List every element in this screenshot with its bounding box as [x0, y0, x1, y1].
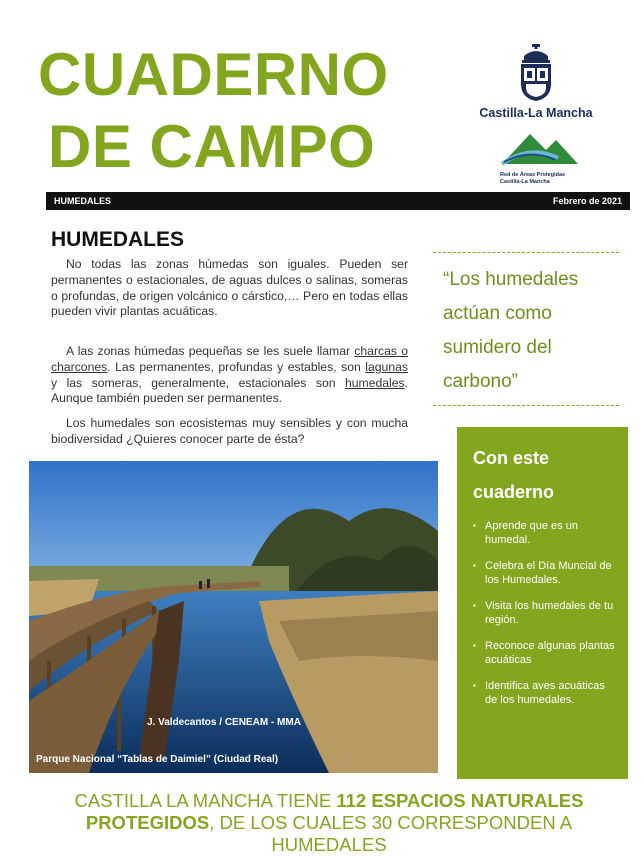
footer-statement — [40, 790, 618, 856]
pull-quote — [433, 252, 619, 406]
issue-date: Febrero de 2021 — [552, 196, 622, 206]
goals-list — [473, 519, 618, 707]
list-item: ▪ Reconoce algunas plantas acuáticas — [473, 639, 618, 667]
p1-text: No todas las zonas húmedas son iguales. Pueden ser permanentes o estacionales, de aguas dulces o salinas, someras o profundas, de origen volcánico o cárstico,… Pero en todas ellas pueden vivir plantas acuáticas. — [51, 257, 408, 319]
footer-text-c: , DE LOS CUALES 30 CORRESPONDEN A HUMEDALES — [209, 812, 573, 855]
goals-title: Con este cuaderno — [473, 448, 555, 502]
p2-text-b: . Las permanentes, profundas y estables, son — [107, 359, 366, 374]
section-label: HUMEDALES — [54, 196, 112, 206]
list-item: ▪ Identifica aves acuáticas de los humedales. — [473, 679, 618, 707]
photo-caption: Parque Nacional “Tablas de Daimiel” (Ciudad Real) — [36, 754, 279, 765]
castilla-la-mancha-logo — [474, 44, 598, 120]
logo-name: Castilla-La Mancha — [479, 106, 593, 120]
logo-red-line2: Castilla-La Mancha — [500, 179, 550, 186]
list-item: ▪ Aprende que es un humedal. — [473, 519, 618, 547]
footer-text-a: CASTILLA LA MANCHA TIENE — [74, 790, 337, 811]
footer-text-b: 112 ESPACIOS NATURALES PROTEGIDOS — [85, 790, 584, 833]
coat-of-arms-icon — [516, 44, 556, 102]
p3-text: Los humedales son ecosistemas muy sensibles y con mucha biodiversidad ¿Quieres conocer parte de ésta? — [51, 416, 408, 446]
term-humedales: humedales — [344, 375, 405, 390]
list-item: ▪ Visita los humedales de tu región. — [473, 599, 618, 627]
p2-text-c: y las someras, generalmente, estacionales son — [51, 375, 345, 390]
term-charcas: charcas o charcones — [51, 344, 409, 374]
p2-text-d: . Aunque también pueden ser permanentes. — [51, 375, 408, 406]
wetland-photo — [29, 461, 438, 773]
photo-credit: J. Valdecantos / CENEAM - MMA — [147, 717, 301, 728]
goals-box — [457, 427, 628, 779]
red-areas-protegidas-logo — [500, 128, 590, 185]
article-paragraph-1 — [51, 257, 408, 320]
list-item: ▪ Celebra el Día Muncial de los Humedales. — [473, 559, 618, 587]
title-line-2: DE CAMPO — [48, 113, 376, 180]
logo-red-line1: Red de Áreas Protegidas — [500, 172, 566, 178]
quote-text: “Los humedales actúan como sumidero del carbono” — [443, 269, 579, 392]
article-paragraph-2 — [51, 344, 408, 407]
article-paragraph-3 — [51, 416, 408, 448]
term-lagunas: lagunas — [365, 359, 408, 374]
section-bar — [46, 192, 630, 210]
mountains-icon — [500, 128, 580, 166]
article-heading: HUMEDALES — [51, 228, 185, 251]
p2-text-a: A las zonas húmedas pequeñas se les suele llamar — [66, 344, 355, 358]
title-line-1: CUADERNO — [38, 41, 389, 108]
